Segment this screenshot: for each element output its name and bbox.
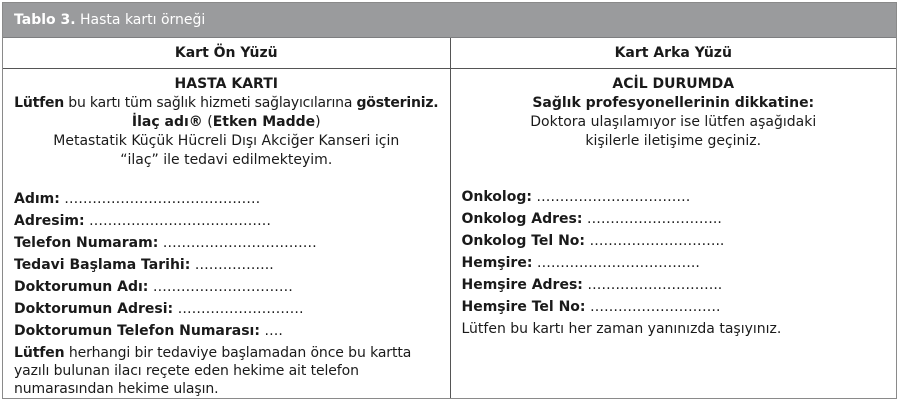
back-field-blank: ……………………….. [582, 211, 722, 227]
front-drug-open: ( [202, 114, 213, 130]
back-field-label: Onkolog Adres: [461, 211, 583, 227]
back-field-row [462, 296, 891, 318]
front-field-blank: …………….. [190, 257, 274, 273]
front-field-blank: ………………………………… [84, 213, 272, 229]
back-field-blank: …………………………… [531, 189, 691, 205]
front-drug-ingredient: Etken Madde [212, 114, 316, 130]
back-instruction: Doktora ulaşılamıyor ise lütfen aşağıdaki kişilerle iletişime geçiniz. [530, 114, 817, 149]
front-show-end: . [433, 95, 439, 111]
back-field-blank: ……………………….. [585, 233, 725, 249]
front-field-row [14, 232, 444, 254]
front-field-blank: …………………………… [158, 235, 317, 251]
front-drug-close: ) [315, 114, 321, 130]
back-field-label: Hemşire Tel No: [461, 299, 586, 315]
front-heading: HASTA KARTI [174, 76, 278, 92]
card-back-cell [450, 69, 896, 399]
front-note-bold: Lütfen [14, 345, 65, 361]
column-header-back: Kart Arka Yüzü [450, 38, 896, 69]
front-fields [3, 188, 450, 398]
table-caption-number: Tablo 3. [14, 12, 76, 28]
front-show-bold-a: Lütfen [14, 95, 65, 111]
back-field-label: Onkolog: [461, 189, 532, 205]
back-field-label: Hemşire Adres: [461, 277, 583, 293]
back-field-blank: ……………………….. [582, 277, 723, 293]
column-header-front: Kart Ön Yüzü [3, 38, 450, 69]
front-field-blank: ………………………… [148, 279, 293, 295]
back-field-row [462, 274, 891, 296]
back-spacer [451, 151, 897, 186]
front-field-row [14, 188, 444, 210]
back-heading-block [451, 69, 897, 151]
back-field-blank: ………………………. [585, 299, 721, 315]
front-field-blank: ……………………… [173, 301, 304, 317]
front-field-row [14, 298, 444, 320]
front-spacer [3, 170, 450, 188]
patient-card-table [3, 38, 896, 398]
back-field-row [462, 252, 891, 274]
front-heading-block [3, 69, 450, 170]
back-reminder: Lütfen bu kartı her zaman yanınızda taşıyınız. [461, 321, 782, 337]
front-show-line [3, 94, 450, 113]
front-note-text: herhangi bir tedaviye başlamadan önce bu kartta yazılı bulunan ilacı reçete eden hekime ait telefon numarasından hekime ulaşın. [14, 345, 412, 397]
front-drug-name: İlaç adı® [131, 114, 203, 130]
header-row [3, 38, 896, 69]
front-show-bold-b: gösteriniz [356, 95, 434, 111]
back-fields [451, 186, 897, 340]
back-heading: ACİL DURUMDA [612, 76, 735, 92]
card-front-cell [3, 69, 450, 399]
front-field-label: Adresim: [14, 213, 85, 229]
front-field-row [14, 320, 444, 342]
front-field-row [14, 276, 444, 298]
back-subheading: Sağlık profesyonellerinin dikkatine: [532, 95, 815, 111]
front-indication: Metastatik Küçük Hücreli Dışı Akciğer Kanseri için “ilaç” ile tedavi edilmekteyim. [53, 133, 400, 168]
back-field-label: Onkolog Tel No: [461, 233, 586, 249]
back-field-row [462, 208, 891, 230]
front-field-label: Adım: [14, 191, 60, 207]
back-field-label: Hemşire: [461, 255, 533, 271]
patient-card-table-frame [2, 2, 897, 399]
front-field-label: Telefon Numaram: [14, 235, 159, 251]
back-field-row [462, 186, 891, 208]
back-field-blank: …………………………….. [532, 255, 700, 271]
front-field-row [14, 210, 444, 232]
front-field-label: Doktorumun Telefon Numarası: [14, 323, 260, 339]
front-field-row [14, 254, 444, 276]
front-field-label: Doktorumun Adı: [14, 279, 149, 295]
front-note [14, 344, 444, 398]
back-field-row [462, 230, 891, 252]
front-field-blank: …. [259, 323, 283, 339]
front-drug-line [3, 113, 450, 132]
front-field-label: Tedavi Başlama Tarihi: [14, 257, 191, 273]
front-field-blank: …………………………………… [59, 191, 261, 207]
table-caption-title: Hasta kartı örneği [80, 12, 206, 28]
table-caption [3, 3, 896, 38]
front-field-label: Doktorumun Adresi: [14, 301, 174, 317]
front-show-plain: bu kartı tüm sağlık hizmeti sağlayıcılarına [64, 95, 357, 111]
card-body-row [3, 69, 896, 399]
